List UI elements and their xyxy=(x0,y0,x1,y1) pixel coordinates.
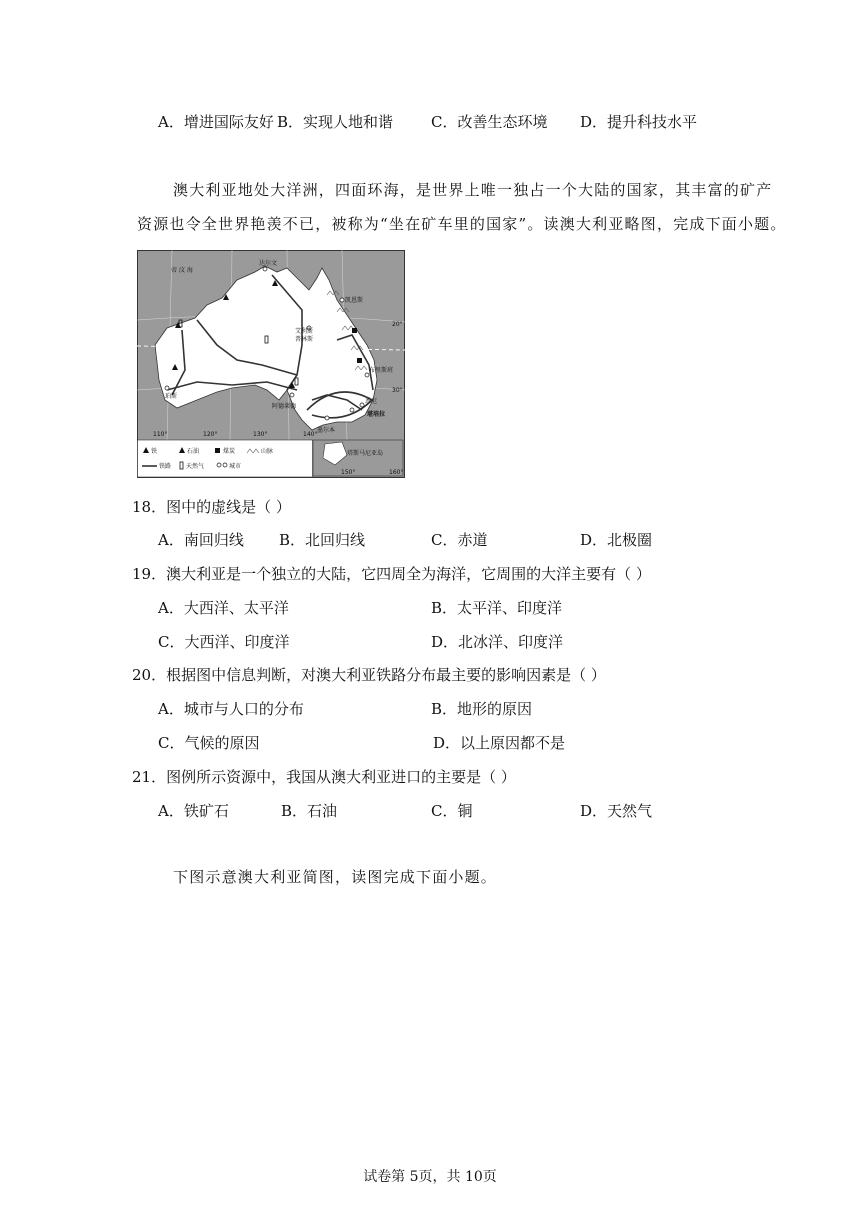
map-label-lon120: 120° xyxy=(203,431,218,438)
q21-option-b: B．石油 xyxy=(281,802,338,820)
map-label-canberra: 堪培拉 xyxy=(367,411,386,418)
map-label-melbourne: 墨尔本 xyxy=(317,427,336,434)
map-label-adelaide: 阿德莱德 xyxy=(272,403,297,410)
q19-option-c: C．大西洋、印度洋 xyxy=(158,633,290,651)
q18-option-c: C．赤道 xyxy=(431,531,488,549)
legend-city-icon xyxy=(217,463,221,467)
legend-oil: 石油 xyxy=(187,448,200,455)
q21-stem: 21．图例所示资源中，我国从澳大利亚进口的主要是（ ） xyxy=(132,768,516,786)
map-legend xyxy=(138,440,313,477)
legend-coal-icon xyxy=(215,448,220,453)
legend-city: 城市 xyxy=(229,463,242,470)
map-label-tasmania: 塔斯马尼亚岛 xyxy=(347,450,384,457)
q18-option-b: B．北回归线 xyxy=(279,531,366,549)
legend-mountain: 山脉 xyxy=(261,448,274,455)
q17-option-c: C．改善生态环境 xyxy=(431,113,548,131)
q19-option-b: B．太平洋、印度洋 xyxy=(431,599,563,617)
map-label-cairns: 凯恩斯 xyxy=(345,297,364,304)
q20-option-a: A．城市与人口的分布 xyxy=(158,700,304,718)
map-label-darwin: 达尔文 xyxy=(259,260,278,267)
map-label-lat20: 20° xyxy=(392,321,403,328)
q20-option-b: B．地形的原因 xyxy=(431,700,533,718)
map-label-lon140: 140° xyxy=(303,431,318,438)
page-footer: 试卷第 5页，共 10页 xyxy=(363,1169,497,1185)
map-label-alice: 艾利斯 xyxy=(295,328,314,335)
intro2-paragraph: 下图示意澳大利亚简图，读图完成下面小题。 xyxy=(173,868,498,886)
q17-option-a: A．增进国际友好 xyxy=(158,113,274,131)
q17-option-d: D．提升科技水平 xyxy=(580,113,698,131)
map-label-lon130: 130° xyxy=(253,431,268,438)
legend-gas: 天然气 xyxy=(186,463,205,470)
q18-option-a: A．南回归线 xyxy=(158,531,244,549)
q20-option-c: C．气候的原因 xyxy=(158,734,260,752)
legend-city-icon-2 xyxy=(223,463,227,467)
q17-option-b: B．实现人地和谐 xyxy=(277,113,394,131)
q21-option-d: D．天然气 xyxy=(580,802,653,820)
map-label-brisbane: 布里斯班 xyxy=(369,367,394,374)
q20-stem: 20．根据图中信息判断，对澳大利亚铁路分布最主要的影响因素是（ ） xyxy=(132,666,606,684)
legend-iron: 铁 xyxy=(151,448,158,455)
map-label-sea: 帝 汶 海 xyxy=(171,267,193,274)
q18-option-d: D．北极圈 xyxy=(580,531,653,549)
q19-stem: 19．澳大利亚是一个独立的大陆，它四周全为海洋，它周围的大洋主要有（ ） xyxy=(132,565,651,583)
map-label-sydney: 悉尼 xyxy=(365,398,378,405)
legend-railway: 铁路 xyxy=(159,463,172,470)
australia-map xyxy=(137,250,405,478)
q19-option-d: D．北冰洋、印度洋 xyxy=(431,633,564,651)
q18-stem: 18．图中的虚线是（ ） xyxy=(132,498,291,516)
q19-option-a: A．大西洋、太平洋 xyxy=(158,599,289,617)
q20-option-d: D．以上原因都不是 xyxy=(433,734,566,752)
map-label-lon150: 150° xyxy=(341,469,356,476)
map-label-lat30: 30° xyxy=(392,387,403,394)
legend-coal: 煤炭 xyxy=(223,448,236,455)
map-label-lon160: 160° xyxy=(389,469,404,476)
intro-paragraph-line2: 资源也令全世界艳羡不已，被称为“坐在矿车里的国家”。读澳大利亚略图，完成下面小题。 xyxy=(137,215,787,233)
q21-option-c: C．铜 xyxy=(431,802,473,820)
q21-option-a: A．铁矿石 xyxy=(158,802,229,820)
map-label-lon110: 110° xyxy=(153,431,168,438)
intro-paragraph-line1: 澳大利亚地处大洋洲，四面环海，是世界上唯一独占一个大陆的国家，其丰富的矿产 xyxy=(173,181,773,199)
map-label-perth: 珀斯 xyxy=(165,393,178,400)
map-label-springs: 普林斯 xyxy=(295,336,314,343)
